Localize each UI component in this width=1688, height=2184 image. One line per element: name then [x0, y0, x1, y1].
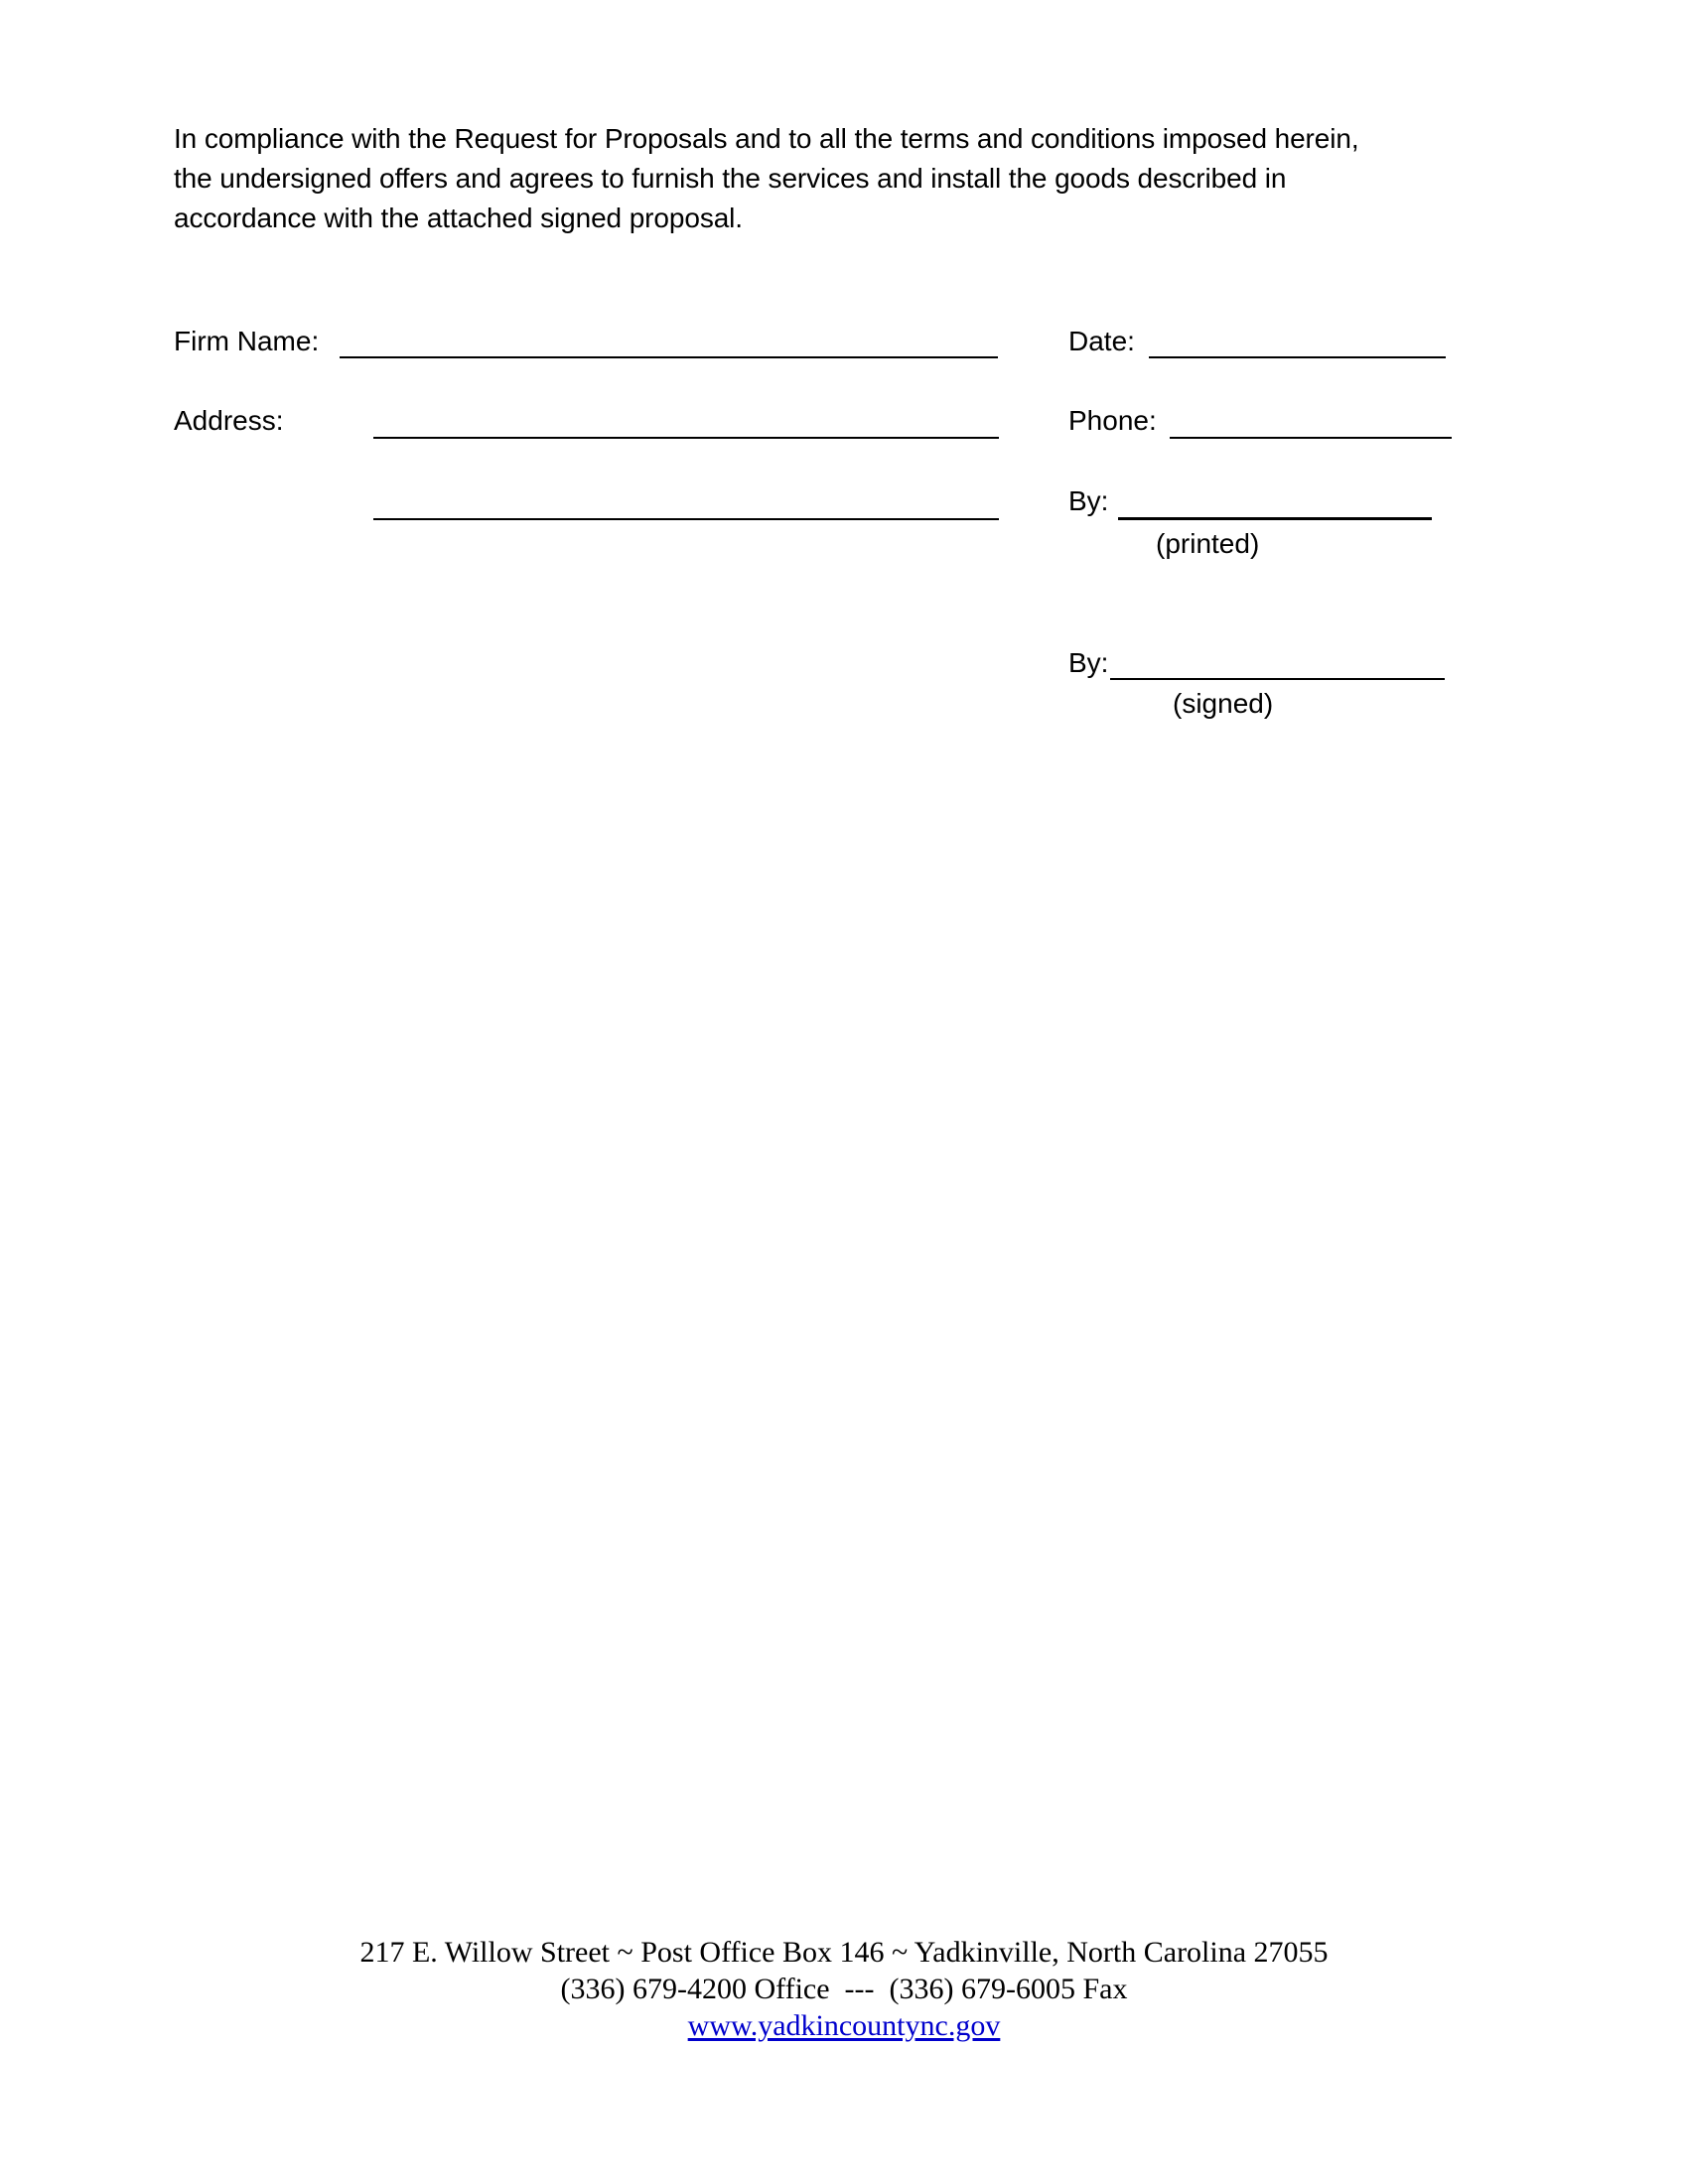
footer-address: 217 E. Willow Street ~ Post Office Box 146 ~ Yadkinville, North Carolina 27055	[359, 1936, 1329, 1969]
phone-label: Phone:	[1068, 405, 1157, 436]
phone-line	[1170, 437, 1452, 439]
footer-website-link[interactable]: www.yadkincountync.gov	[687, 2009, 1001, 2042]
intro-line-3: accordance with the attached signed proposal.	[174, 203, 743, 233]
firm-name-field[interactable]	[340, 324, 998, 357]
by-signed-label: By:	[1068, 647, 1109, 678]
intro-paragraph	[174, 119, 1359, 238]
by-printed-caption: (printed)	[1156, 528, 1260, 559]
by-printed-label: By:	[1068, 485, 1109, 516]
date-label: Date:	[1068, 326, 1135, 356]
firm-name-label: Firm Name:	[174, 326, 320, 356]
address-line-2	[373, 518, 999, 520]
intro-line-1: In compliance with the Request for Proposals and to all the terms and conditions imposed herein,	[174, 123, 1359, 154]
by-signed-field[interactable]	[1110, 645, 1445, 679]
by-signed-caption: (signed)	[1173, 688, 1274, 719]
page-footer	[0, 1934, 1688, 2044]
intro-line-2: the undersigned offers and agrees to furnish the services and install the goods described in	[174, 163, 1287, 194]
phone-field[interactable]	[1170, 403, 1452, 437]
address-line-1	[373, 437, 999, 439]
address-field-1[interactable]	[373, 403, 999, 437]
address-label: Address:	[174, 405, 284, 436]
by-printed-field[interactable]	[1118, 484, 1432, 518]
footer-phone: (336) 679-4200 Office --- (336) 679-6005 Fax	[560, 1973, 1128, 2005]
date-field[interactable]	[1149, 324, 1446, 357]
address-field-2[interactable]	[373, 484, 999, 518]
